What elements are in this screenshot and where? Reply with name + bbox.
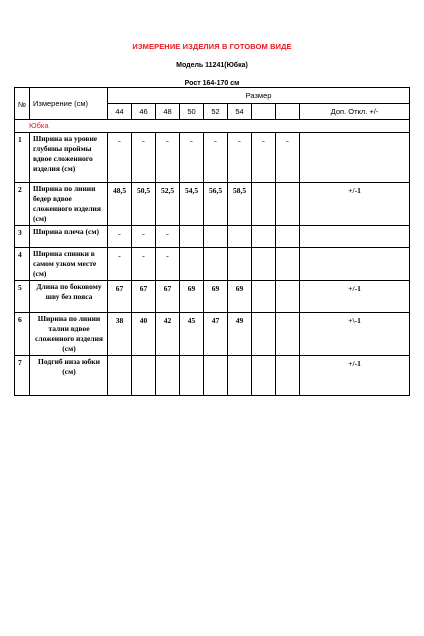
- size-header: 48: [156, 104, 180, 120]
- row-number: 3: [15, 226, 30, 248]
- tolerance-cell: [300, 226, 410, 248]
- value-cell: 58,5: [228, 183, 252, 226]
- value-cell: [252, 313, 276, 356]
- measurement-name: Ширина по линии талии вдвое сложенного изделия (см): [30, 313, 108, 356]
- tolerance-cell: +\-1: [300, 313, 410, 356]
- table-row: [15, 281, 410, 313]
- measurement-name: Ширина по линии бедер вдвое сложенного изделия (см): [30, 183, 108, 226]
- value-cell: [276, 183, 300, 226]
- tolerance-cell: [300, 133, 410, 183]
- size-header: 54: [228, 104, 252, 120]
- tolerance-cell: +/-1: [300, 281, 410, 313]
- value-cell: [252, 183, 276, 226]
- measurement-name: Ширина на уровне глубины проймы вдвое сложенного изделия (см): [30, 133, 108, 183]
- value-cell: -: [132, 133, 156, 183]
- table-row: [15, 133, 410, 183]
- row-number: 4: [15, 248, 30, 281]
- model-label: Модель 11241(Юбка): [176, 62, 248, 69]
- value-cell: 49: [228, 313, 252, 356]
- tolerance-header: Доп. Откл. +/-: [300, 104, 410, 120]
- value-cell: -: [156, 133, 180, 183]
- row-number: 1: [15, 133, 30, 183]
- value-cell: 42: [156, 313, 180, 356]
- size-header: 50: [180, 104, 204, 120]
- value-cell: [132, 356, 156, 396]
- value-cell: [276, 248, 300, 281]
- value-cell: [252, 226, 276, 248]
- size-header: 52: [204, 104, 228, 120]
- value-cell: [252, 281, 276, 313]
- value-cell: -: [132, 248, 156, 281]
- value-cell: [204, 226, 228, 248]
- col-size-header: Размер: [108, 88, 410, 104]
- value-cell: 38: [108, 313, 132, 356]
- table-row: [15, 183, 410, 226]
- value-cell: 47: [204, 313, 228, 356]
- value-cell: -: [156, 248, 180, 281]
- value-cell: [252, 248, 276, 281]
- height-label: Рост 164-170 см: [184, 80, 240, 87]
- measurement-name: Длина по боковому шву без пояса: [30, 281, 108, 313]
- value-cell: -: [156, 226, 180, 248]
- value-cell: 69: [228, 281, 252, 313]
- value-cell: [108, 356, 132, 396]
- value-cell: -: [108, 226, 132, 248]
- table-row: [15, 226, 410, 248]
- table-row: [15, 313, 410, 356]
- value-cell: 48,5: [108, 183, 132, 226]
- value-cell: -: [108, 133, 132, 183]
- value-cell: [180, 248, 204, 281]
- header-row-1: [15, 88, 410, 104]
- value-cell: [228, 356, 252, 396]
- value-cell: [228, 226, 252, 248]
- row-number: 7: [15, 356, 30, 396]
- value-cell: [276, 356, 300, 396]
- value-cell: [228, 248, 252, 281]
- size-header: 44: [108, 104, 132, 120]
- value-cell: 69: [180, 281, 204, 313]
- table-row: [15, 248, 410, 281]
- value-cell: [276, 226, 300, 248]
- col-measure-header: Измерение (см): [30, 88, 108, 120]
- value-cell: [252, 356, 276, 396]
- tolerance-cell: +/-1: [300, 356, 410, 396]
- row-number: 5: [15, 281, 30, 313]
- size-header-empty: [276, 104, 300, 120]
- value-cell: 56,5: [204, 183, 228, 226]
- measurement-name: Подгиб низа юбки (см): [30, 356, 108, 396]
- measurement-name: Ширина спинки в самом узком месте (см): [30, 248, 108, 281]
- size-header-empty: [252, 104, 276, 120]
- value-cell: [180, 226, 204, 248]
- tolerance-cell: +/-1: [300, 183, 410, 226]
- table-row: [15, 356, 410, 396]
- section-label: [15, 120, 410, 133]
- value-cell: [204, 356, 228, 396]
- value-cell: [204, 248, 228, 281]
- value-cell: 52,5: [156, 183, 180, 226]
- section-label-text: Юбка: [29, 121, 49, 130]
- measurement-table: [14, 87, 410, 396]
- value-cell: -: [276, 133, 300, 183]
- document-title: ИЗМЕРЕНИЕ ИЗДЕЛИЯ В ГОТОВОМ ВИДЕ: [132, 42, 292, 51]
- value-cell: 67: [132, 281, 156, 313]
- value-cell: 50,5: [132, 183, 156, 226]
- size-header: 46: [132, 104, 156, 120]
- measurement-name: Ширина плеча (см): [30, 226, 108, 248]
- value-cell: -: [180, 133, 204, 183]
- value-cell: [276, 281, 300, 313]
- value-cell: 67: [108, 281, 132, 313]
- value-cell: 45: [180, 313, 204, 356]
- value-cell: 40: [132, 313, 156, 356]
- col-no-header: №: [15, 88, 30, 120]
- row-number: 6: [15, 313, 30, 356]
- value-cell: [156, 356, 180, 396]
- value-cell: -: [228, 133, 252, 183]
- value-cell: [180, 356, 204, 396]
- section-row: [15, 120, 410, 133]
- value-cell: -: [204, 133, 228, 183]
- row-number: 2: [15, 183, 30, 226]
- value-cell: -: [132, 226, 156, 248]
- value-cell: -: [108, 248, 132, 281]
- value-cell: 67: [156, 281, 180, 313]
- value-cell: -: [252, 133, 276, 183]
- value-cell: 54,5: [180, 183, 204, 226]
- value-cell: [276, 313, 300, 356]
- value-cell: 69: [204, 281, 228, 313]
- tolerance-cell: [300, 248, 410, 281]
